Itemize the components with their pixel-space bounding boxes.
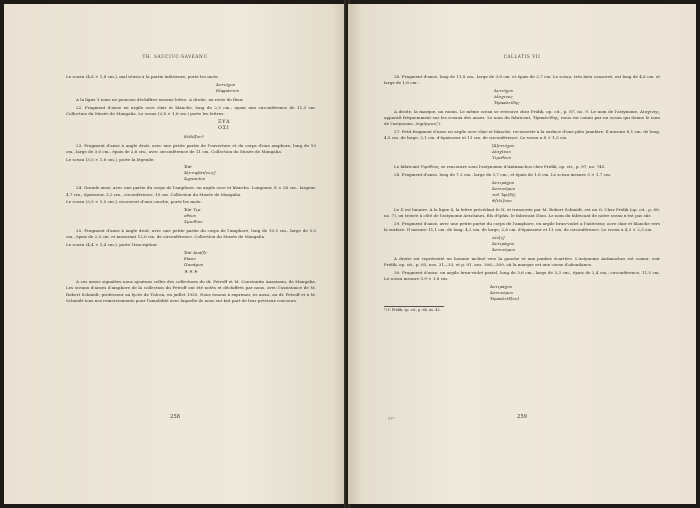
inscription-line: Ἐπὶ Τιμ- bbox=[184, 207, 202, 213]
paragraph: A droite est représenté un homme incliné vers la gauche et aux jambes écartées. L'astynome Antimachos est connu: voir Pridik, op. cit., p. 63, nos. 31—33, et p. 91, nos. 306—309, où la marque est une corne d'abondance. bbox=[384, 255, 660, 267]
right-signature-mark: 17* bbox=[388, 417, 395, 421]
paragraph: 24. Grande anse, avec une partie du corps de l'amphore, en argile ocre et blanche. Longueur, 8 × 26 cm., largeur, 4,7 cm., épaisseur, 3,2 cm., circonférence, 10 cm. Collection du Musée de Mangalia. bbox=[66, 185, 316, 197]
paragraph: 25. Fragment d'anse à angle droit, avec une petite partie du corps de l'amphore, long de 10,5 cm., large de 3,5 cm., épais de 2,5 cm. et mesurant 12,6 cm. de circonférence. Collection du Musée de Mangalia. bbox=[66, 228, 316, 240]
right-page bbox=[348, 4, 696, 504]
inscription-line: Ἀντιμάχου bbox=[492, 179, 515, 185]
paragraph: A droite, la marque, un raisin. Le même sceau se retrouve chez Pridik, op. cit., p. 87, no. 9. Le nom de l'astynome, Αἰσχίνης, apparaît fréquemment sur les sceaux des anses. Le nom du fabricant, Ἡρακλείδης, nous est connu par un sceau qui donne le nom de l'astynome, Δημήτριος¹). bbox=[384, 109, 660, 127]
right-running-header: CALLATIS VII bbox=[503, 54, 541, 59]
paragraph: Le sceau (3,5 × 1,5 cm.), recouvert d'une couche, porte les mots: bbox=[66, 199, 202, 205]
inscription-line: Σμινθίου bbox=[184, 219, 203, 225]
stamp-inscription bbox=[384, 88, 660, 106]
inscription-line: [Ἀ]ντιόχου bbox=[492, 143, 515, 149]
stamp-inscription bbox=[66, 164, 316, 182]
inscription-line: Εὐφράντου bbox=[216, 87, 240, 93]
stamp-inscription bbox=[66, 250, 316, 268]
stamp-inscription bbox=[66, 134, 316, 140]
inscription-line: οθέου bbox=[184, 213, 197, 219]
right-page-body bbox=[384, 74, 660, 313]
stamp-inscription bbox=[384, 180, 660, 204]
inscription-line: δίκου bbox=[184, 255, 196, 261]
right-page-number: 259 bbox=[517, 414, 527, 420]
inscription-line: τοῦ Ἴφι[δ]ς bbox=[492, 191, 516, 197]
paragraph: A ces anses signalées nous ajoutons celles des collections du dr. Petroff et M. Constantin Anastasiu, de Mangalia. Les sceaux d'anses d'amphore de la collection du Petroff ont été notés et déchiffrés par nous, avec l'assistance de M. Robert Schmidt, professeur au lycée de Tulcea, en juillet 1935. Nous tenons à exprimer, ici aussi, au dr. Petroff et à M. Schmidt tous nos remerciements pour l'amabilité avec laquelle ils nous ont fait part de leur précieux concours. bbox=[66, 279, 316, 303]
paragraph: 22. Fragment d'anse en argile ocre clair et blanche, long de 2,3 cm., ayant une circonférence de 11,3 cm. Collection du Musée de Mangalia. Le sceau (2,8 × 1,8 cm.) porte les lettres: bbox=[66, 104, 316, 116]
inscription-line: Ἐπὶ Ἀνα[ξι- bbox=[184, 249, 209, 255]
paragraph: 26. Fragment d'anse, long de 11,8 cm., large de 3,6 cm. et épais de 2,7 cm. Le sceau, très bien conservé, est long de 4,8 cm. et large de 1,8 cm.: bbox=[384, 74, 660, 86]
stamp-inscription bbox=[384, 235, 660, 253]
inscription-line: Τιμοθέου bbox=[492, 155, 512, 161]
paragraph: 23. Fragment d'anse à angle droit, avec une petite partie de l'ouverture et du corps d'une amphore, long de 10 cm., large de 3,6 cm., épais de 2,6 cm., avec circonférence de 11 cm. Collection du Musée de Mangalia. bbox=[66, 142, 316, 154]
inscription-line: Ἀντιόχου bbox=[494, 88, 514, 93]
inscription-line: Ἀγριανίου bbox=[184, 176, 206, 182]
paragraph: Le sceau (4,6 × 1,8 cm.), mal réussi à la partie inférieure, porte les mots: bbox=[66, 74, 219, 79]
paragraph: 29. Fragment d'anse, avec une petite partie du corps de l'amphore, en argile brun-violet à l'intérieur, ocre clair et blanche vers la surface. Il mesure 11,1 cm. de long, 4,2 cm. de large, 2,6 cm. d'épaisseur et 11 cm. de circonférence. Le sceau a 4,5 × 2,3 cm. bbox=[384, 220, 660, 232]
inscription-line: Ἡρακλείδ[ου] bbox=[490, 295, 519, 301]
paragraph: A la ligne 3 nous ne pouvons déchiffrer aucune lettre. A droite, un reste de fleur. bbox=[76, 96, 244, 102]
inscription-line: Εὐδόξου? bbox=[184, 133, 204, 139]
inscription-line: Αἴσχινος bbox=[494, 94, 513, 99]
stamp-inscription bbox=[66, 119, 316, 131]
paragraph: 27. Petit fragment d'anse en argile ocre clair et blanche, recouverte à la surface d'une pâte jaunâtre. Il mesure 6,1 cm. de long, 4,5 cm. de large, 2,1 cm. d'épaisseur et 11 cm. de circonférence. Le sceau a 4 × 1,5 cm. bbox=[384, 129, 660, 141]
inscription-line: Ἀστυνόμου bbox=[492, 185, 516, 191]
section-divider-stars: * * * bbox=[184, 269, 198, 277]
left-running-header: TH. SAUCIUC-SAVEANU bbox=[142, 54, 208, 59]
paragraph: Le sceau (4,4 × 1,4 cm.), porte l'inscription: bbox=[66, 242, 158, 248]
inscription-line: Ἀντιμάχου bbox=[490, 283, 513, 289]
inscription-line: Ἐπὶ bbox=[184, 164, 192, 170]
inscription-line: Πανάμου bbox=[184, 261, 204, 267]
paragraph: Le Σ est lunaire. A la ligne 4, la lettre précédant le N, et transcrite par M. Robert Schmidt, est un O. Chez Pridik (op. cit., p. 68, no. 7), on trouve à côté de l'astynome Aeschines, fils d'Iphis, le fabricant Dion. Le nom du fabricant de notre sceau n'est pas sûr. bbox=[384, 206, 660, 218]
left-page-body bbox=[66, 74, 316, 306]
paragraph: Le fabricant Τιμόθεος se rencontre sous l'astynomie d'Antimachos chez Pridik, op. cit., p. 97, no. 745. bbox=[394, 164, 606, 170]
stamp-inscription bbox=[384, 284, 660, 302]
inscription-line: Ἡρακλείδης bbox=[494, 100, 520, 105]
inscription-line: Ἀστυνόμου bbox=[490, 289, 514, 295]
stamp-inscription bbox=[384, 143, 660, 161]
inscription-line: Ἀ[ντιφ]άτ[εως] bbox=[184, 170, 216, 176]
inscription-line: ΞΥΔ bbox=[218, 118, 231, 125]
inscription-line: Φ[ιλί]νου bbox=[492, 197, 512, 203]
inscription-line: Δίο[ς] bbox=[492, 234, 505, 240]
inscription-line: Αἰσχίνου bbox=[492, 149, 511, 155]
inscription-line: ΟΣΙ bbox=[218, 124, 230, 131]
paragraph: Le sceau (3,5 × 1,6 cm.), porte la légende: bbox=[66, 156, 155, 162]
footnote: ¹) V. Pridik, op. cit., p. 64, no. 42. bbox=[384, 306, 444, 313]
left-page bbox=[4, 4, 346, 504]
inscription-line: Ἀντιόχου bbox=[216, 81, 236, 87]
inscription-line: Ἀντιμάχου bbox=[492, 240, 515, 246]
inscription-line: Ἀστυνόμου bbox=[492, 246, 516, 252]
paragraph: 28. Fragment d'anse, long de 7,2 cm., large de 3,7 cm., et épais de 1,8 cm. Le sceau mesure 3 × 1,7 cm. bbox=[394, 172, 612, 177]
stamp-inscription bbox=[66, 207, 316, 225]
paragraph: 30. Fragment d'anse, en argile brun-violet pastel, long de 3,6 cm., large de 3,3 cm., épais de 2,4 cm.; circonférence, 11,5 cm. Le sceau mesure 3,9 × 1,8 cm. bbox=[384, 269, 660, 281]
left-page-number: 258 bbox=[170, 414, 180, 420]
stamp-inscription bbox=[66, 82, 316, 94]
